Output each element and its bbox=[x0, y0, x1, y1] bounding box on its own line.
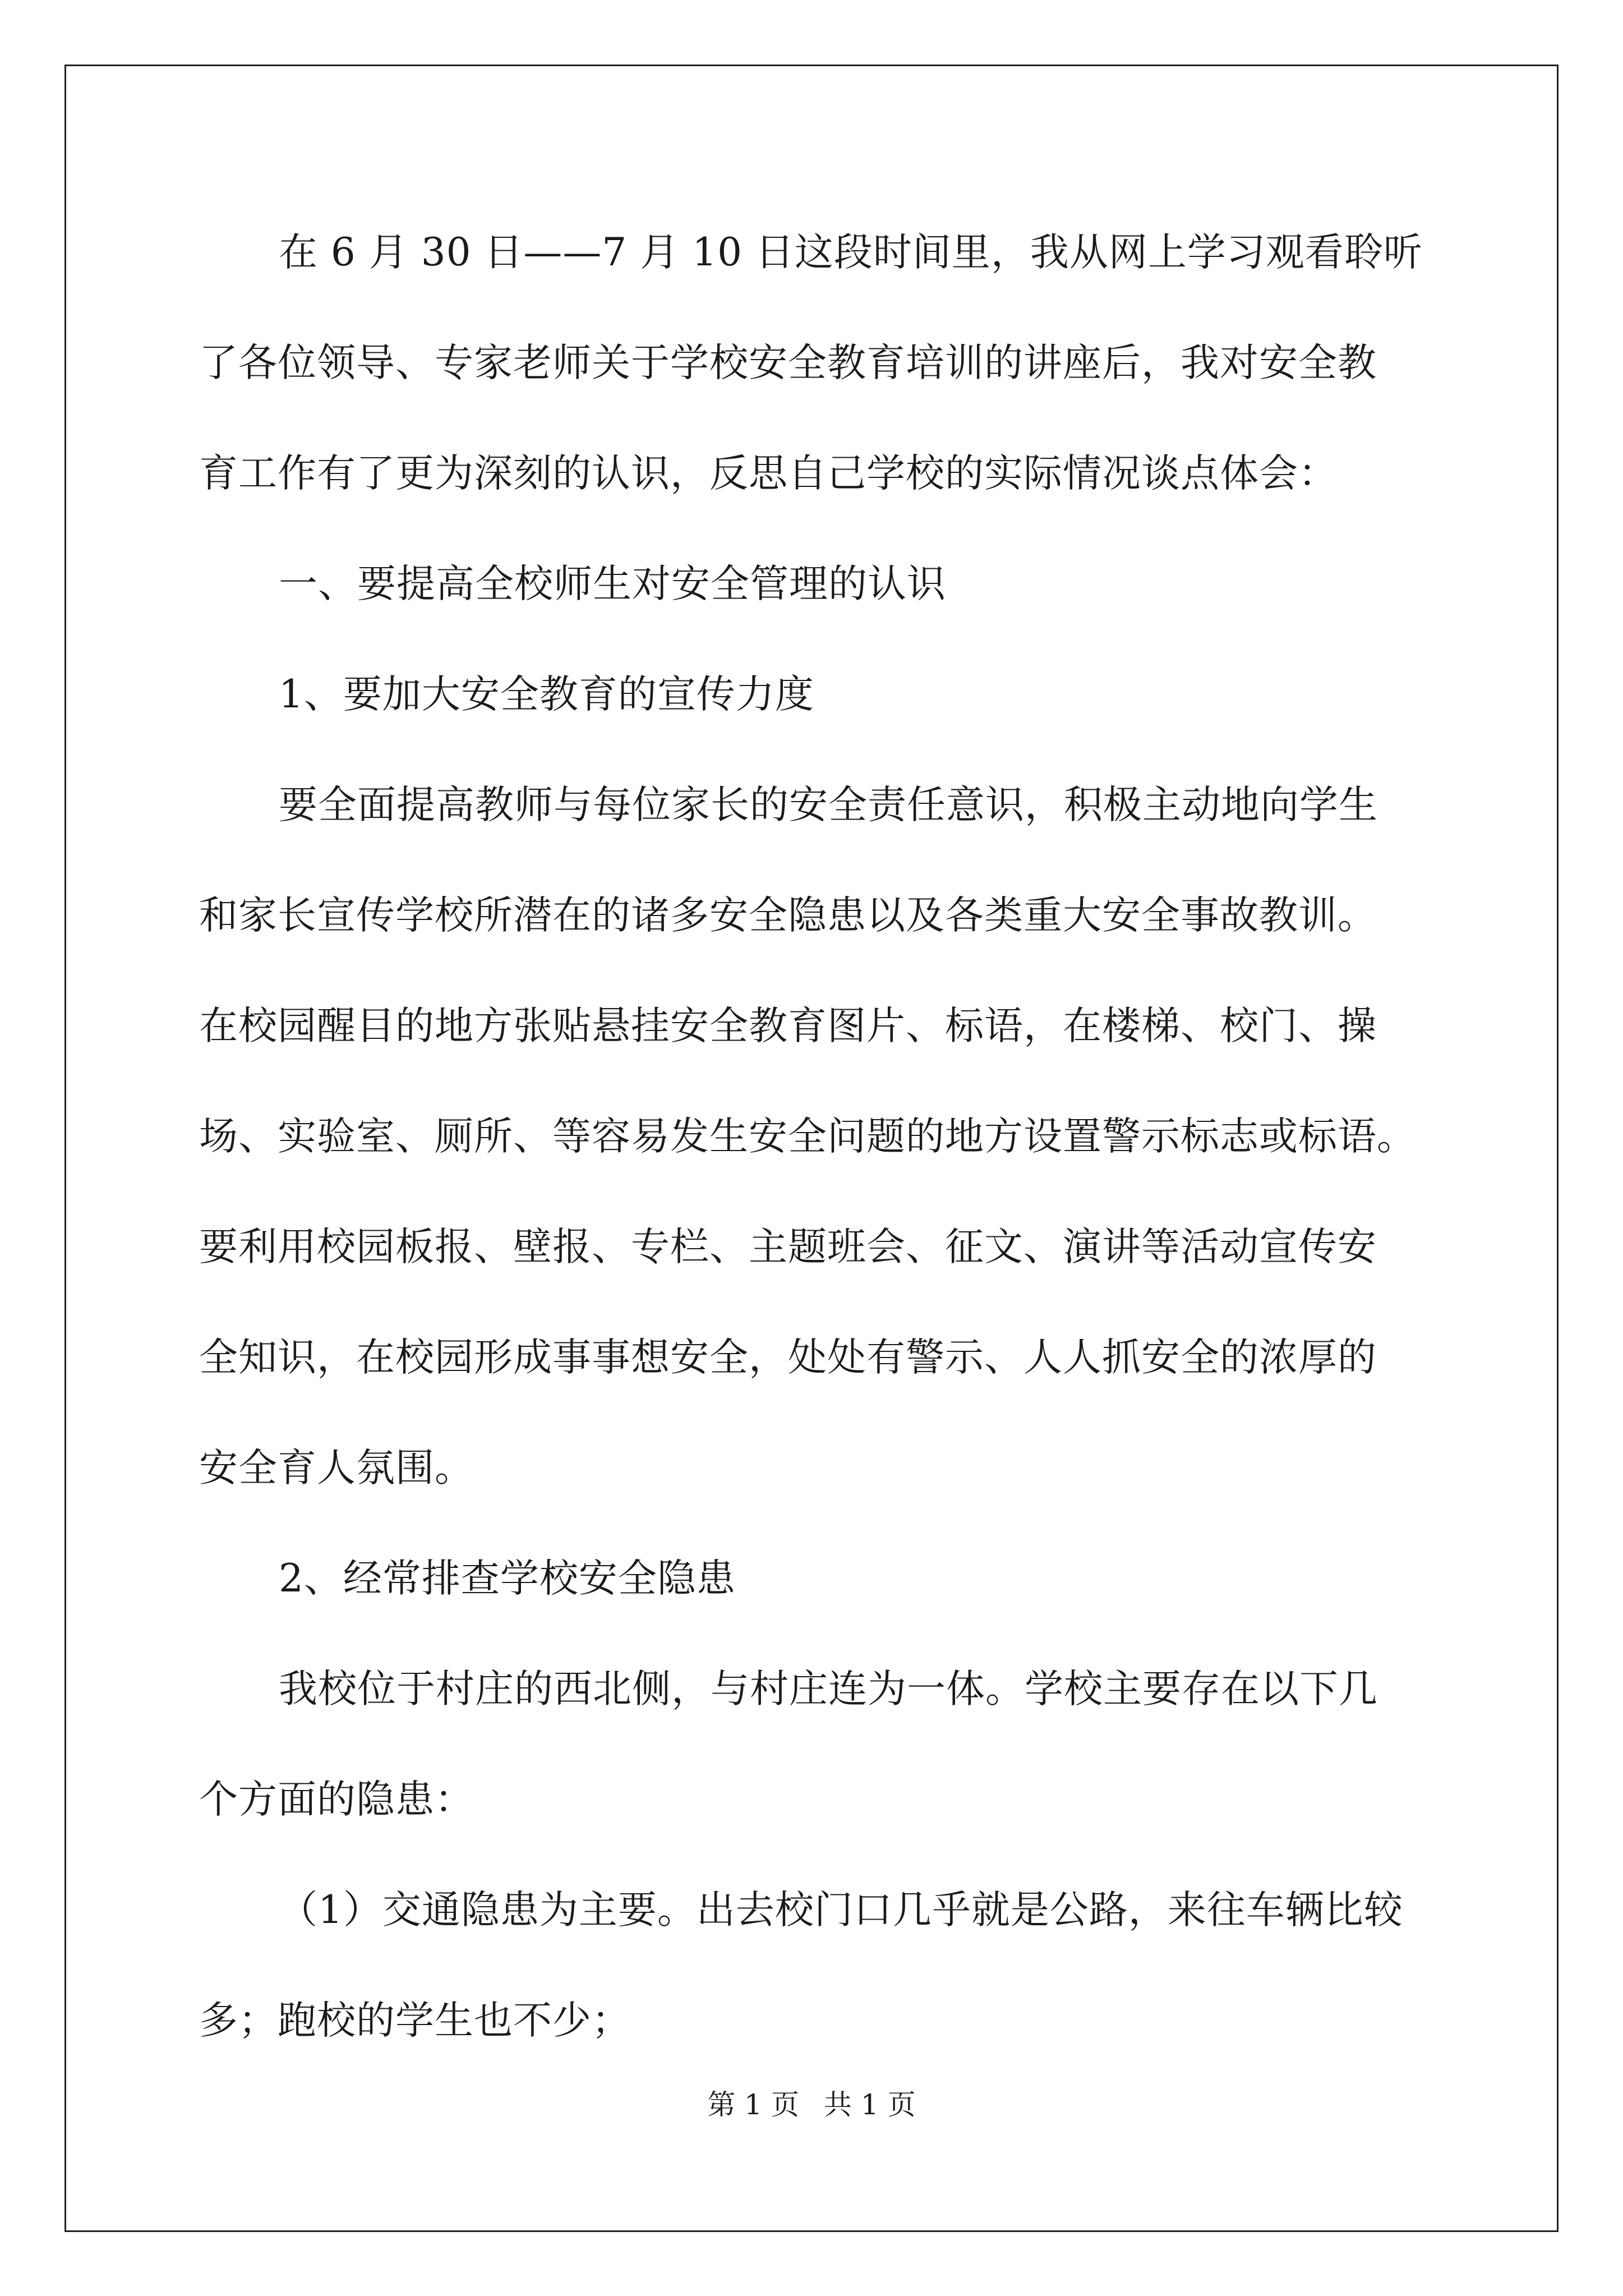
paragraph-line: 我校位于村庄的西北侧，与村庄连为一体。学校主要存在以下几 bbox=[279, 1667, 1378, 1711]
section-heading: 一、要提高全校师生对安全管理的认识 bbox=[279, 562, 946, 606]
paragraph-line: 在 6 月 30 日——7 月 10 日这段时间里，我从网上学习观看聆听 bbox=[279, 230, 1423, 275]
paragraph-line: 全知识，在校园形成事事想安全，处处有警示、人人抓安全的浓厚的 bbox=[199, 1335, 1377, 1380]
paragraph-line: 育工作有了更为深刻的认识，反思自己学校的实际情况谈点体会： bbox=[199, 451, 1338, 496]
paragraph-line: （1）交通隐患为主要。出去校门口几乎就是公路，来往车辆比较 bbox=[279, 1888, 1403, 1932]
paragraph-line: 在校园醒目的地方张贴悬挂安全教育图片、标语，在楼梯、校门、操 bbox=[199, 1004, 1377, 1048]
paragraph-line: 了各位领导、专家老师关于学校安全教育培训的讲座后，我对安全教 bbox=[199, 341, 1377, 385]
paragraph-line: 场、实验室、厕所、等容易发生安全问题的地方设置警示标志或标语。 bbox=[199, 1114, 1416, 1159]
paragraph-line: 和家长宣传学校所潜在的诸多安全隐患以及各类重大安全事故教训。 bbox=[199, 893, 1377, 938]
paragraph-line: 要利用校园板报、壁报、专栏、主题班会、征文、演讲等活动宣传安 bbox=[199, 1225, 1377, 1269]
paragraph-line: 多；跑校的学生也不少； bbox=[199, 1998, 631, 2043]
page-number: 第 1 页 bbox=[707, 2088, 799, 2121]
subsection-heading: 2、经常排查学校安全隐患 bbox=[279, 1556, 736, 1601]
page-total: 共 1 页 bbox=[824, 2088, 916, 2121]
paragraph-line: 个方面的隐患： bbox=[199, 1777, 474, 1822]
document-body bbox=[199, 222, 1433, 2100]
paragraph-line: 要全面提高教师与每位家长的安全责任意识，积极主动地向学生 bbox=[279, 783, 1378, 827]
subsection-heading: 1、要加大安全教育的宣传力度 bbox=[279, 672, 814, 717]
page-footer bbox=[0, 2088, 1623, 2122]
paragraph-line: 安全育人氛围。 bbox=[199, 1446, 474, 1490]
